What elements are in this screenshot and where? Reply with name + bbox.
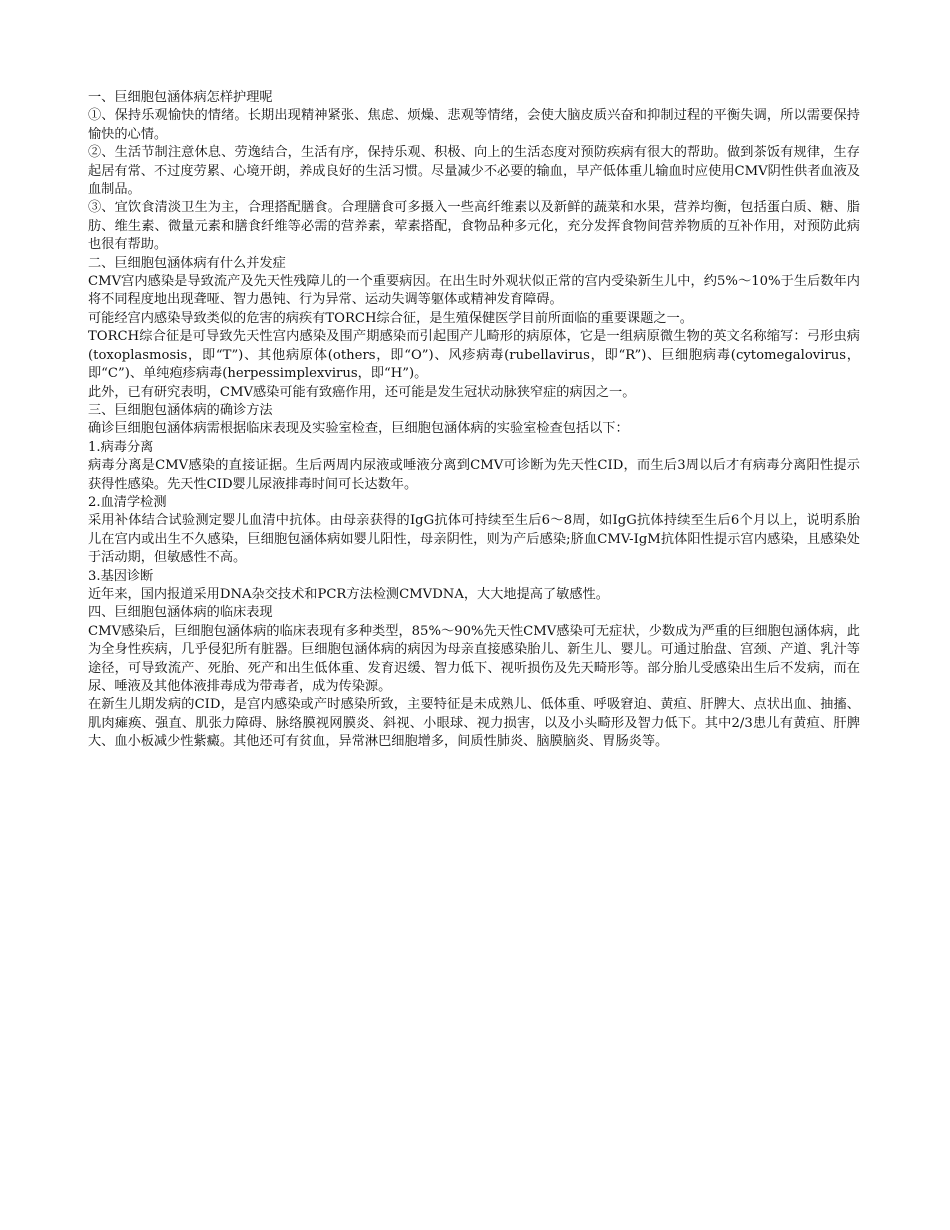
paragraph-diagnosis-intro: 确诊巨细胞包涵体病需根据临床表现及实验室检查，巨细胞包涵体病的实验室检查包括以下： [88,421,629,437]
paragraph-virus-isolation: 病毒分离是CMV感染的直接证据。生后两周内尿液或唾液分离到CMV可诊断为先天性CID，而生后3周以后才有病毒分离阳性提示获得性感染。先天性CID婴儿尿液排毒时间可长达数年。 [88,458,860,492]
paragraph-complications-1: CMV宫内感染是导致流产及先天性残障儿的一个重要病因。在出生时外观状似正常的宫内受染新生儿中，约5%～10%于生后数年内将不同程度地出现聋哑、智力愚钝、行为异常、运动失调等躯体或精神发育障碍。 [88,274,860,308]
paragraph-complications-3: TORCH综合征是可导致先天性宫内感染及围产期感染而引起围产儿畸形的病原体，它是一组病原微生物的英文名称缩写：弓形虫病(toxoplasmosis，即“T”)、其他病原体(others，即“O”)、风疹病毒(rubellavirus，即“R”)、巨细胞病毒(cytomegalovirus，即“C”)、单纯疱疹病毒(herpessimplexvirus，即“H”)。 [88,329,860,382]
paragraph-clinical-1: CMV感染后，巨细胞包涵体病的临床表现有多种类型，85%～90%先天性CMV感染可无症状，少数成为严重的巨细胞包涵体病，此为全身性疾病，几乎侵犯所有脏器。巨细胞包涵体病的病因为母亲直接感染胎儿、新生儿、婴儿。可通过胎盘、宫颈、产道、乳汁等途径，可导致流产、死胎、死产和出生低体重、发育迟缓、智力低下、视听损伤及先天畸形等。部分胎儿受感染出生后不发病，而在尿、唾液及其他体液排毒成为带毒者，成为传染源。 [88,623,860,694]
subheading-virus-isolation: 1.病毒分离 [88,439,154,455]
subheading-gene-diagnosis: 3.基因诊断 [88,568,154,584]
section-heading-diagnosis: 三、巨细胞包涵体病的确诊方法 [88,402,273,418]
paragraph-clinical-2: 在新生儿期发病的CID，是宫内感染或产时感染所致，主要特征是未成熟儿、低体重、呼吸窘迫、黄疸、肝脾大、点状出血、抽搐、肌肉瘫痪、强直、肌张力障碍、脉络膜视网膜炎、斜视、小眼球、视力损害，以及小头畸形及智力低下。其中2/3患儿有黄疸、肝脾大、血小板减少性紫癜。其他还可有贫血，异常淋巴细胞增多，间质性肺炎、脑膜脑炎、胃肠炎等。 [88,697,860,750]
paragraph-care-3: ③、宜饮食清淡卫生为主，合理搭配膳食。合理膳食可多摄入一些高纤维素以及新鲜的蔬菜和水果，营养均衡，包括蛋白质、糖、脂肪、维生素、微量元素和膳食纤维等必需的营养素，荤素搭配，食物品种多元化，充分发挥食物间营养物质的互补作用，对预防此病也很有帮助。 [88,200,860,253]
subheading-serology: 2.血清学检测 [88,494,167,510]
document-body [88,89,860,752]
section-heading-clinical: 四、巨细胞包涵体病的临床表现 [88,605,273,621]
paragraph-gene-diagnosis: 近年来，国内报道采用DNA杂交技术和PCR方法检测CMVDNA，大大地提高了敏感性。 [88,586,609,602]
paragraph-serology: 采用补体结合试验测定婴儿血清中抗体。由母亲获得的IgG抗体可持续至生后6～8周，如IgG抗体持续至生后6个月以上，说明系胎儿在宫内或出生不久感染，巨细胞包涵体病如婴儿阳性，母亲阴性，则为产后感染;脐血CMV-IgM抗体阳性提示宫内感染，且感染处于活动期，但敏感性不高。 [88,513,860,566]
section-heading-complications: 二、巨细胞包涵体病有什么并发症 [88,255,286,271]
paragraph-complications-4: 此外，已有研究表明，CMV感染可能有致癌作用，还可能是发生冠状动脉狭窄症的病因之一。 [88,384,636,400]
paragraph-care-2: ②、生活节制注意休息、劳逸结合，生活有序，保持乐观、积极、向上的生活态度对预防疾病有很大的帮助。做到茶饭有规律，生存起居有常、不过度劳累、心境开朗，养成良好的生活习惯。尽量减少不必要的输血，早产低体重儿输血时应使用CMV阴性供者血液及血制品。 [88,145,860,198]
section-heading-care: 一、巨细胞包涵体病怎样护理呢 [88,90,273,105]
paragraph-care-1: ①、保持乐观愉快的情绪。长期出现精神紧张、焦虑、烦燥、悲观等情绪，会使大脑皮质兴奋和抑制过程的平衡失调，所以需要保持愉快的心情。 [88,108,860,142]
paragraph-complications-2: 可能经宫内感染导致类似的危害的病疾有TORCH综合征，是生殖保健医学目前所面临的重要课题之一。 [88,310,693,326]
